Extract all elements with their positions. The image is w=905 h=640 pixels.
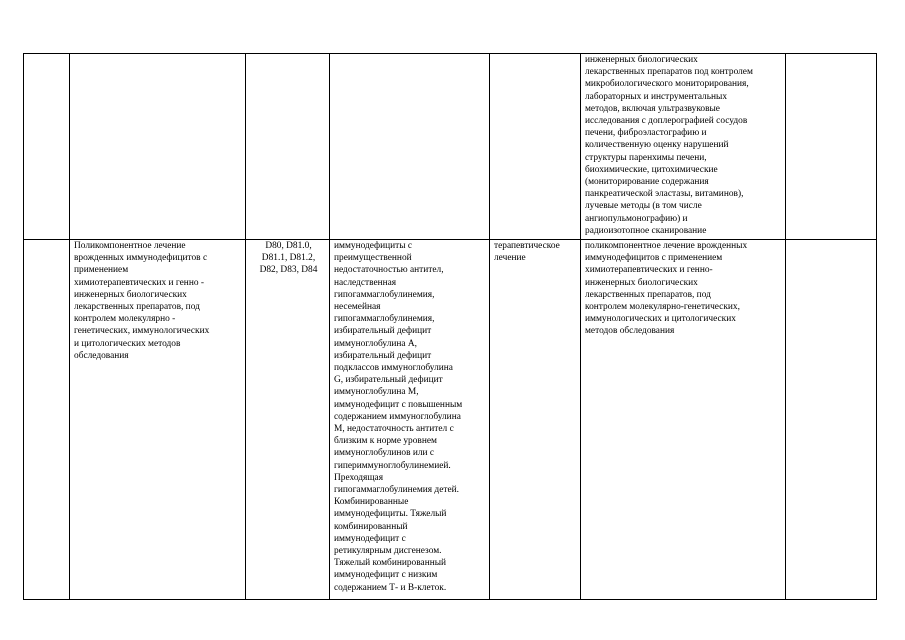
treatment-method-cell: инженерных биологических лекарственных препаратов под контролем микробиологического мониторирования, лабораторных и инструментальных методов, включая ультразвуковые исследования с доплерографией сосудов печени, фиброэластографию и количественную оценку нарушений структуры паренхимы печени, биохимические, цитохимические (мониторирование содержания панкреатической эластазы, витаминов), лучевые методы (в том числе ангиопульмонографию) и радиоизотопное сканирование bbox=[581, 54, 786, 240]
patient-model-cell: иммунодефициты с преимущественной недостаточностью антител, наследственная гипогаммаглобулинемия, несемейная гипогаммаглобулинемия, избирательный дефицит иммуноглобулина А, избирательный дефицит подклассов иммуноглобулина G, избирательный дефицит иммуноглобулина М, иммунодефицит с повышенным содержанием иммуноглобулина М, недостаточность антител с близким к норме уровнем иммуноглобулинов или с гипериммуноглобулинемией. Преходящая гипогаммаглобулинемия детей. Комбинированные иммунодефициты. Тяжелый комбинированный иммунодефицит с ретикулярным дисгенезом. Тяжелый комбинированный иммунодефицит с низким содержанием Т- и В-клеток. bbox=[330, 240, 490, 600]
table-row bbox=[24, 240, 877, 600]
cost-cell bbox=[786, 54, 877, 240]
row-number-cell bbox=[24, 54, 70, 240]
medical-care-table bbox=[23, 53, 877, 600]
cost-cell bbox=[786, 240, 877, 600]
treatment-type-cell bbox=[490, 54, 581, 240]
icd-codes-cell: D80, D81.0, D81.1, D81.2, D82, D83, D84 bbox=[246, 240, 330, 600]
patient-model-cell bbox=[330, 54, 490, 240]
care-name-cell: Поликомпонентное лечение врожденных иммунодефицитов с применением химиотерапевтических и генно - инженерных биологических лекарственных препаратов, под контролем молекулярно - генетических, иммунологических и цитологических методов обследования bbox=[70, 240, 246, 600]
row-number-cell bbox=[24, 240, 70, 600]
care-name-cell bbox=[70, 54, 246, 240]
treatment-method-cell: поликомпонентное лечение врожденных иммунодефицитов с применением химиотерапевтических и генно- инженерных биологических лекарственных препаратов, под контролем молекулярно-генетических, иммунологических и цитологических методов обследования bbox=[581, 240, 786, 600]
treatment-type-cell: терапевтическое лечение bbox=[490, 240, 581, 600]
table-row bbox=[24, 54, 877, 240]
icd-codes-cell bbox=[246, 54, 330, 240]
